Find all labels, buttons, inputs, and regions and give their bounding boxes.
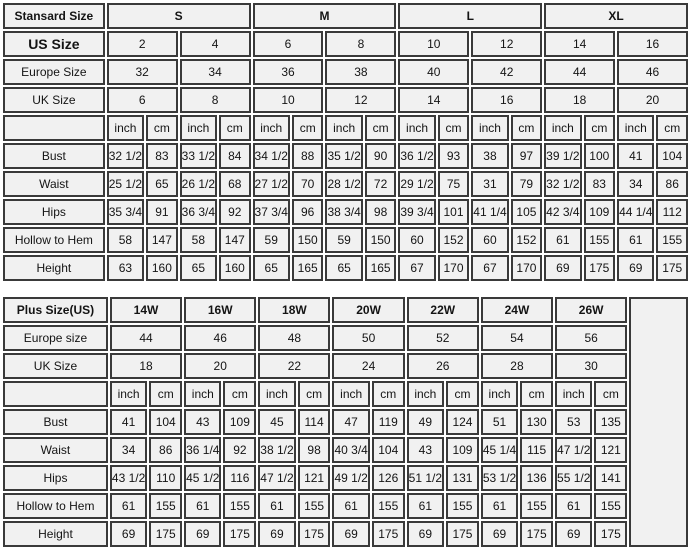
measure-value-cell: 60 (398, 227, 435, 253)
size-value-cell: 8 (180, 87, 251, 113)
size-value-cell: 14 (398, 87, 469, 113)
measure-value-cell: 152 (511, 227, 543, 253)
unit-cell: cm (656, 115, 688, 141)
measure-value-cell: 175 (223, 521, 256, 547)
measure-value-cell: 36 1/4 (184, 437, 221, 463)
measure-value-cell: 61 (332, 493, 369, 519)
measure-value-cell: 51 1/2 (407, 465, 444, 491)
measure-value-cell: 69 (481, 521, 518, 547)
unit-cell: cm (365, 115, 397, 141)
measure-value-cell: 121 (298, 465, 331, 491)
measure-value-cell: 61 (555, 493, 592, 519)
size-value-cell: 46 (184, 325, 256, 351)
size-group-cell: 16W (184, 297, 256, 323)
size-chart-page (0, 1, 690, 559)
measure-value-cell: 58 (107, 227, 144, 253)
size-value-cell: 30 (555, 353, 627, 379)
measure-value-cell: 72 (365, 171, 397, 197)
unit-cell: inch (258, 381, 295, 407)
empty-corner-cell (3, 381, 108, 407)
measure-value-cell: 65 (146, 171, 178, 197)
size-group-cell: XL (544, 3, 688, 29)
size-value-cell: 14 (544, 31, 615, 57)
measure-value-cell: 69 (332, 521, 369, 547)
size-value-cell: 4 (180, 31, 251, 57)
unit-row (3, 381, 688, 407)
measure-value-cell: 39 1/2 (544, 143, 581, 169)
plus-size-table (1, 295, 690, 549)
measure-value-cell: 115 (520, 437, 553, 463)
measure-value-cell: 97 (511, 143, 543, 169)
measure-value-cell: 150 (292, 227, 324, 253)
measure-value-cell: 136 (520, 465, 553, 491)
measure-value-cell: 92 (219, 199, 251, 225)
measure-value-cell: 68 (219, 171, 251, 197)
measure-value-cell: 116 (223, 465, 256, 491)
size-value-cell: 38 (325, 59, 396, 85)
measure-value-cell: 41 (617, 143, 654, 169)
unit-cell: cm (372, 381, 405, 407)
measure-value-cell: 59 (325, 227, 362, 253)
size-row (3, 31, 688, 57)
measure-value-cell: 165 (292, 255, 324, 281)
size-value-cell: 18 (110, 353, 182, 379)
measure-value-cell: 39 3/4 (398, 199, 435, 225)
row-label-cell: Bust (3, 409, 108, 435)
measure-value-cell: 67 (398, 255, 435, 281)
size-value-cell: 36 (253, 59, 324, 85)
unit-cell: inch (481, 381, 518, 407)
measure-value-cell: 130 (520, 409, 553, 435)
measurement-row (3, 409, 688, 435)
size-value-cell: 20 (184, 353, 256, 379)
measurement-row (3, 143, 688, 169)
unit-cell: inch (325, 115, 362, 141)
measure-value-cell: 49 1/2 (332, 465, 369, 491)
measure-value-cell: 155 (149, 493, 182, 519)
unit-cell: cm (146, 115, 178, 141)
measure-value-cell: 110 (149, 465, 182, 491)
size-group-cell: L (398, 3, 542, 29)
size-value-cell: 10 (398, 31, 469, 57)
trailing-empty-cell (629, 297, 688, 547)
measure-value-cell: 34 (110, 437, 147, 463)
measure-value-cell: 131 (446, 465, 479, 491)
measure-value-cell: 51 (481, 409, 518, 435)
size-value-cell: 50 (332, 325, 404, 351)
unit-cell: inch (555, 381, 592, 407)
empty-corner-cell (3, 115, 105, 141)
size-value-cell: 42 (471, 59, 542, 85)
measure-value-cell: 93 (438, 143, 470, 169)
measure-value-cell: 88 (292, 143, 324, 169)
size-value-cell: 18 (544, 87, 615, 113)
size-value-cell: 12 (471, 31, 542, 57)
size-value-cell: 22 (258, 353, 330, 379)
measure-value-cell: 32 1/2 (107, 143, 144, 169)
unit-cell: inch (407, 381, 444, 407)
measure-value-cell: 36 1/2 (398, 143, 435, 169)
measure-value-cell: 35 3/4 (107, 199, 144, 225)
unit-cell: cm (584, 115, 616, 141)
measure-value-cell: 61 (110, 493, 147, 519)
measure-value-cell: 43 (184, 409, 221, 435)
measure-value-cell: 36 3/4 (180, 199, 217, 225)
row-label-cell: Waist (3, 437, 108, 463)
size-value-cell: 16 (471, 87, 542, 113)
measure-value-cell: 155 (520, 493, 553, 519)
measure-value-cell: 91 (146, 199, 178, 225)
measure-value-cell: 175 (584, 255, 616, 281)
measure-value-cell: 34 1/2 (253, 143, 290, 169)
measure-value-cell: 86 (149, 437, 182, 463)
measure-value-cell: 175 (656, 255, 688, 281)
unit-cell: inch (471, 115, 508, 141)
measure-value-cell: 65 (253, 255, 290, 281)
measure-value-cell: 67 (471, 255, 508, 281)
size-value-cell: 48 (258, 325, 330, 351)
unit-cell: inch (184, 381, 221, 407)
unit-row (3, 115, 688, 141)
unit-cell: inch (398, 115, 435, 141)
measure-value-cell: 155 (298, 493, 331, 519)
measure-value-cell: 61 (617, 227, 654, 253)
measure-value-cell: 170 (438, 255, 470, 281)
measure-value-cell: 175 (149, 521, 182, 547)
measure-value-cell: 83 (146, 143, 178, 169)
size-group-cell: M (253, 3, 397, 29)
measure-value-cell: 126 (372, 465, 405, 491)
measure-value-cell: 100 (584, 143, 616, 169)
measure-value-cell: 135 (594, 409, 627, 435)
size-value-cell: 28 (481, 353, 553, 379)
measure-value-cell: 38 (471, 143, 508, 169)
measure-value-cell: 45 1/2 (184, 465, 221, 491)
measure-value-cell: 61 (544, 227, 581, 253)
measure-value-cell: 165 (365, 255, 397, 281)
unit-cell: inch (110, 381, 147, 407)
row-label-cell: Waist (3, 171, 105, 197)
measure-value-cell: 32 1/2 (544, 171, 581, 197)
size-value-cell: 32 (107, 59, 178, 85)
measure-value-cell: 59 (253, 227, 290, 253)
measure-value-cell: 69 (617, 255, 654, 281)
measure-value-cell: 65 (180, 255, 217, 281)
size-group-cell: 26W (555, 297, 627, 323)
size-value-cell: 44 (544, 59, 615, 85)
measure-value-cell: 25 1/2 (107, 171, 144, 197)
unit-cell: inch (617, 115, 654, 141)
measure-value-cell: 121 (594, 437, 627, 463)
measure-value-cell: 155 (372, 493, 405, 519)
unit-cell: cm (438, 115, 470, 141)
measure-value-cell: 61 (481, 493, 518, 519)
measure-value-cell: 109 (223, 409, 256, 435)
measure-value-cell: 105 (511, 199, 543, 225)
measure-value-cell: 175 (520, 521, 553, 547)
measure-value-cell: 69 (110, 521, 147, 547)
unit-cell: inch (253, 115, 290, 141)
size-value-cell: 40 (398, 59, 469, 85)
size-row (3, 353, 688, 379)
row-label-cell: Height (3, 255, 105, 281)
measure-value-cell: 175 (298, 521, 331, 547)
measure-value-cell: 55 1/2 (555, 465, 592, 491)
size-value-cell: 44 (110, 325, 182, 351)
measure-value-cell: 29 1/2 (398, 171, 435, 197)
measure-value-cell: 61 (407, 493, 444, 519)
size-group-cell: 18W (258, 297, 330, 323)
size-value-cell: 26 (407, 353, 479, 379)
measure-value-cell: 112 (656, 199, 688, 225)
measure-value-cell: 109 (584, 199, 616, 225)
measure-value-cell: 45 (258, 409, 295, 435)
row-label-cell: Europe Size (3, 59, 105, 85)
unit-cell: cm (292, 115, 324, 141)
measure-value-cell: 45 1/4 (481, 437, 518, 463)
measure-value-cell: 38 1/2 (258, 437, 295, 463)
measure-value-cell: 69 (258, 521, 295, 547)
measurement-row (3, 493, 688, 519)
measure-value-cell: 104 (149, 409, 182, 435)
measure-value-cell: 69 (555, 521, 592, 547)
unit-cell: inch (180, 115, 217, 141)
measure-value-cell: 26 1/2 (180, 171, 217, 197)
size-value-cell: 6 (107, 87, 178, 113)
row-label-cell: US Size (3, 31, 105, 57)
measure-value-cell: 147 (146, 227, 178, 253)
group-header-row (3, 297, 688, 323)
measure-value-cell: 37 3/4 (253, 199, 290, 225)
size-group-cell: 20W (332, 297, 404, 323)
unit-cell: inch (332, 381, 369, 407)
size-value-cell: 2 (107, 31, 178, 57)
measure-value-cell: 160 (146, 255, 178, 281)
row-label-cell: UK Size (3, 87, 105, 113)
measure-value-cell: 47 (332, 409, 369, 435)
measurement-row (3, 521, 688, 547)
measure-value-cell: 63 (107, 255, 144, 281)
row-label-cell: UK Size (3, 353, 108, 379)
measure-value-cell: 69 (407, 521, 444, 547)
measure-value-cell: 150 (365, 227, 397, 253)
measure-value-cell: 34 (617, 171, 654, 197)
measure-value-cell: 75 (438, 171, 470, 197)
unit-cell: cm (219, 115, 251, 141)
measure-value-cell: 61 (258, 493, 295, 519)
measurement-row (3, 171, 688, 197)
measure-value-cell: 170 (511, 255, 543, 281)
row-label-cell: Bust (3, 143, 105, 169)
measure-value-cell: 83 (584, 171, 616, 197)
measure-value-cell: 175 (446, 521, 479, 547)
measure-value-cell: 155 (594, 493, 627, 519)
measure-value-cell: 104 (372, 437, 405, 463)
measure-value-cell: 43 (407, 437, 444, 463)
measure-value-cell: 84 (219, 143, 251, 169)
measure-value-cell: 60 (471, 227, 508, 253)
measure-value-cell: 79 (511, 171, 543, 197)
measure-value-cell: 44 1/4 (617, 199, 654, 225)
unit-cell: cm (149, 381, 182, 407)
unit-cell: cm (594, 381, 627, 407)
row-label-cell: Hollow to Hem (3, 227, 105, 253)
size-group-cell: 22W (407, 297, 479, 323)
measurement-row (3, 255, 688, 281)
size-value-cell: 34 (180, 59, 251, 85)
measure-value-cell: 175 (594, 521, 627, 547)
measurement-row (3, 437, 688, 463)
measure-value-cell: 69 (184, 521, 221, 547)
unit-cell: cm (446, 381, 479, 407)
measure-value-cell: 47 1/2 (555, 437, 592, 463)
size-value-cell: 52 (407, 325, 479, 351)
measure-value-cell: 33 1/2 (180, 143, 217, 169)
measure-value-cell: 96 (292, 199, 324, 225)
size-value-cell: 10 (253, 87, 324, 113)
size-value-cell: 20 (617, 87, 688, 113)
measure-value-cell: 41 (110, 409, 147, 435)
size-value-cell: 56 (555, 325, 627, 351)
measure-value-cell: 58 (180, 227, 217, 253)
size-group-cell: 14W (110, 297, 182, 323)
unit-cell: inch (544, 115, 581, 141)
measure-value-cell: 155 (446, 493, 479, 519)
unit-cell: cm (223, 381, 256, 407)
measure-value-cell: 28 1/2 (325, 171, 362, 197)
measure-value-cell: 27 1/2 (253, 171, 290, 197)
measure-value-cell: 31 (471, 171, 508, 197)
unit-cell: inch (107, 115, 144, 141)
measure-value-cell: 61 (184, 493, 221, 519)
unit-cell: cm (298, 381, 331, 407)
measure-value-cell: 92 (223, 437, 256, 463)
measure-value-cell: 160 (219, 255, 251, 281)
row-label-cell: Hips (3, 199, 105, 225)
group-header-row (3, 3, 688, 29)
measure-value-cell: 40 3/4 (332, 437, 369, 463)
unit-cell: cm (520, 381, 553, 407)
measure-value-cell: 155 (223, 493, 256, 519)
measure-value-cell: 114 (298, 409, 331, 435)
size-value-cell: 8 (325, 31, 396, 57)
corner-label-cell: Stansard Size (3, 3, 105, 29)
measure-value-cell: 86 (656, 171, 688, 197)
measure-value-cell: 35 1/2 (325, 143, 362, 169)
measure-value-cell: 109 (446, 437, 479, 463)
size-value-cell: 12 (325, 87, 396, 113)
measure-value-cell: 124 (446, 409, 479, 435)
measurement-row (3, 227, 688, 253)
measure-value-cell: 147 (219, 227, 251, 253)
size-row (3, 325, 688, 351)
measure-value-cell: 49 (407, 409, 444, 435)
measure-value-cell: 65 (325, 255, 362, 281)
row-label-cell: Height (3, 521, 108, 547)
size-value-cell: 6 (253, 31, 324, 57)
measure-value-cell: 175 (372, 521, 405, 547)
corner-label-cell: Plus Size(US) (3, 297, 108, 323)
measure-value-cell: 70 (292, 171, 324, 197)
measure-value-cell: 141 (594, 465, 627, 491)
measure-value-cell: 38 3/4 (325, 199, 362, 225)
size-row (3, 87, 688, 113)
measure-value-cell: 90 (365, 143, 397, 169)
size-group-cell: S (107, 3, 251, 29)
size-row (3, 59, 688, 85)
measure-value-cell: 101 (438, 199, 470, 225)
measurement-row (3, 465, 688, 491)
measure-value-cell: 69 (544, 255, 581, 281)
row-label-cell: Hollow to Hem (3, 493, 108, 519)
unit-cell: cm (511, 115, 543, 141)
size-value-cell: 46 (617, 59, 688, 85)
measure-value-cell: 53 (555, 409, 592, 435)
size-value-cell: 16 (617, 31, 688, 57)
size-group-cell: 24W (481, 297, 553, 323)
measure-value-cell: 98 (298, 437, 331, 463)
row-label-cell: Hips (3, 465, 108, 491)
measure-value-cell: 42 3/4 (544, 199, 581, 225)
measure-value-cell: 104 (656, 143, 688, 169)
measure-value-cell: 53 1/2 (481, 465, 518, 491)
measure-value-cell: 98 (365, 199, 397, 225)
measure-value-cell: 155 (584, 227, 616, 253)
measurement-row (3, 199, 688, 225)
row-label-cell: Europe size (3, 325, 108, 351)
measure-value-cell: 43 1/2 (110, 465, 147, 491)
measure-value-cell: 41 1/4 (471, 199, 508, 225)
standard-size-table (1, 1, 690, 283)
measure-value-cell: 47 1/2 (258, 465, 295, 491)
measure-value-cell: 155 (656, 227, 688, 253)
measure-value-cell: 152 (438, 227, 470, 253)
measure-value-cell: 119 (372, 409, 405, 435)
size-value-cell: 54 (481, 325, 553, 351)
size-value-cell: 24 (332, 353, 404, 379)
